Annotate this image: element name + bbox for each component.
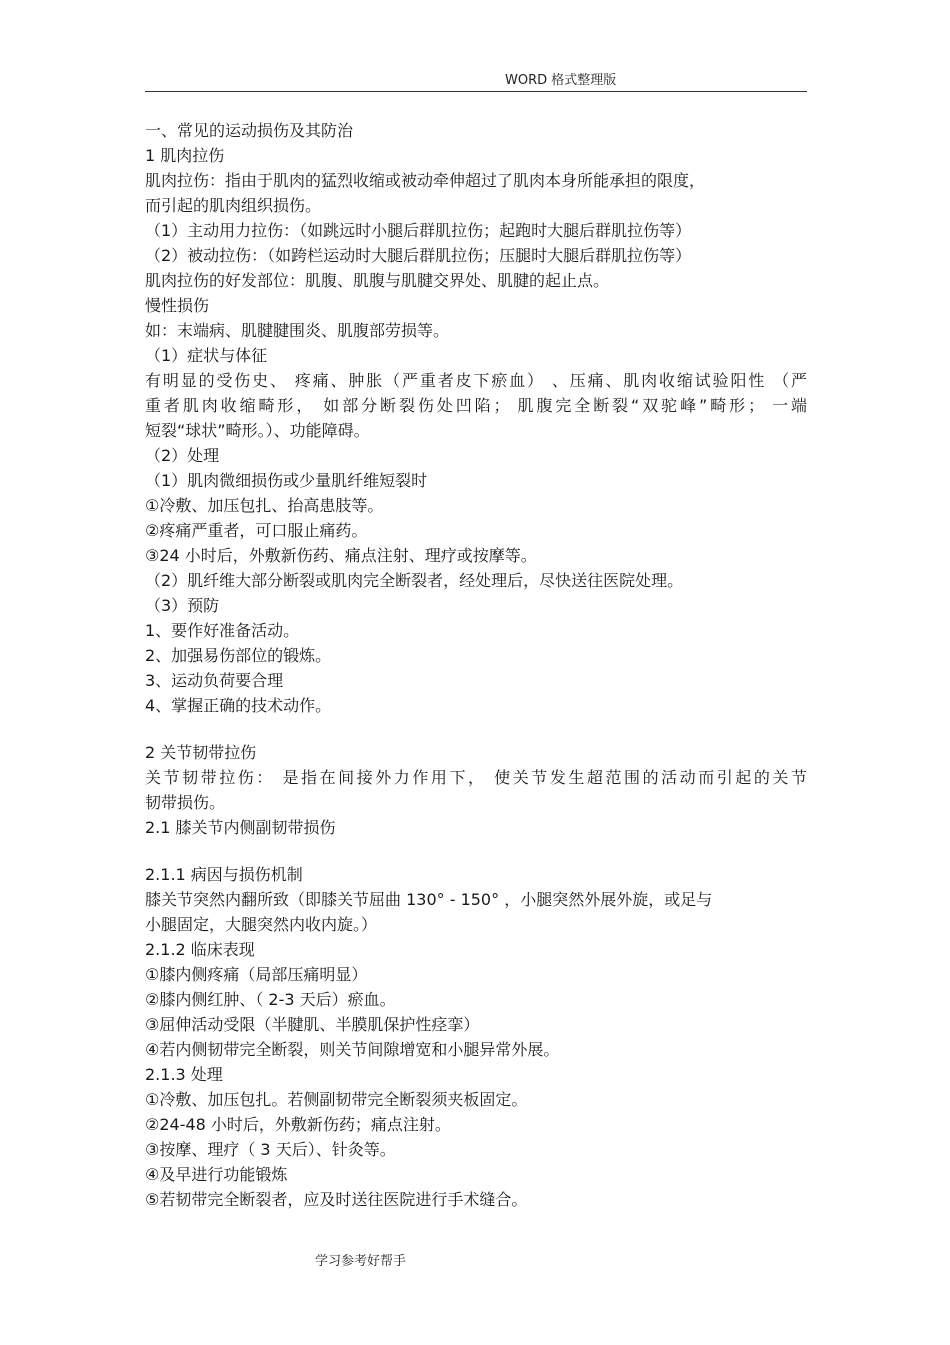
list-item: ⑤若韧带完全断裂者，应及时送往医院进行手术缝合。 [145, 1190, 528, 1209]
paragraph-line: 肌肉拉伤：指由于肌肉的猛烈收缩或被动牵伸超过了肌肉本身所能承担的限度， [145, 171, 706, 190]
paragraph-line: （2）肌纤维大部分断裂或肌肉完全断裂者，经处理后，尽快送往医院处理。 [145, 571, 684, 590]
list-item: ①膝内侧疼痛（局部压痛明显） [145, 965, 368, 984]
list-item: ②膝内侧红肿、（ 2-3 天后）瘀血。 [145, 990, 396, 1009]
paragraph-line: 肌肉拉伤的好发部位：肌腹、肌腹与肌腱交界处、肌腱的起止点。 [145, 271, 610, 290]
paragraph-line: 慢性损伤 [145, 296, 210, 315]
paragraph-line: 有明显的受伤史、 疼痛、肿胀（严重者皮下瘀血） 、压痛、肌肉收缩试验阳性 （严 [145, 371, 807, 390]
paragraph-line: （1）肌肉微细损伤或少量肌纤维短裂时 [145, 471, 428, 490]
list-item: ③24 小时后，外敷新伤药、痛点注射、理疗或按摩等。 [145, 546, 537, 565]
page-footer: 学习参考好帮手 [315, 1254, 407, 1269]
paragraph-line: （2）被动拉伤：（如跨栏运动时大腿后群肌拉伤；压腿时大腿后群肌拉伤等） [145, 246, 692, 265]
section-title: 一、常见的运动损伤及其防治 [145, 121, 354, 140]
list-item: ④及早进行功能锻炼 [145, 1165, 288, 1184]
paragraph-line: （3）预防 [145, 596, 220, 615]
list-item: ①冷敷、加压包扎、抬高患肢等。 [145, 496, 384, 515]
list-item: ④若内侧韧带完全断裂，则关节间隙增宽和小腿异常外展。 [145, 1040, 560, 1059]
list-item: ②24-48 小时后，外敷新伤药；痛点注射。 [145, 1115, 451, 1134]
paragraph-line: 而引起的肌肉组织损伤。 [145, 196, 322, 215]
page-header: WORD 格式整理版 [505, 73, 617, 88]
subsection-title: 1 肌肉拉伤 [145, 146, 225, 165]
list-item: ③按摩、理疗（ 3 天后）、针灸等。 [145, 1140, 396, 1159]
paragraph-line: 如：末端病、肌腱腱围炎、肌腹部劳损等。 [145, 321, 450, 340]
blank-line [145, 840, 807, 862]
list-item: 4、掌握正确的技术动作。 [145, 696, 332, 715]
paragraph-line: 重者肌肉收缩畸形， 如部分断裂伤处凹陷； 肌腹完全断裂“双驼峰”畸形； 一端 [145, 396, 807, 415]
subsection-title: 2.1.1 病因与损伤机制 [145, 865, 303, 884]
document-body [145, 118, 807, 1212]
paragraph-line: （1）症状与体征 [145, 346, 268, 365]
subsection-title: 2 关节韧带拉伤 [145, 743, 257, 762]
list-item: 2、加强易伤部位的锻炼。 [145, 646, 332, 665]
paragraph-line: 短裂“球状”畸形。）、功能障碍。 [145, 421, 370, 440]
list-item: ③屈伸活动受限（半腱肌、半膜肌保护性痉挛） [145, 1015, 480, 1034]
subsection-title: 2.1.3 处理 [145, 1065, 223, 1084]
list-item: 1、要作好准备活动。 [145, 621, 300, 640]
blank-line [145, 718, 807, 740]
paragraph-line: 韧带损伤。 [145, 793, 226, 812]
paragraph-line: （2）处理 [145, 446, 220, 465]
paragraph-line: 膝关节突然内翻所致（即膝关节屈曲 130° - 150° ，小腿突然外展外旋，或足与 [145, 890, 713, 909]
list-item: ②疼痛严重者，可口服止痛药。 [145, 521, 368, 540]
paragraph-line: （1）主动用力拉伤：（如跳远时小腿后群肌拉伤；起跑时大腿后群肌拉伤等） [145, 221, 692, 240]
subsection-title: 2.1 膝关节内侧副韧带损伤 [145, 818, 336, 837]
paragraph-line: 小腿固定，大腿突然内收内旋。） [145, 915, 378, 934]
header-divider [145, 91, 807, 92]
paragraph-line: 关节韧带拉伤： 是指在间接外力作用下， 使关节发生超范围的活动而引起的关节 [145, 768, 807, 787]
list-item: ①冷敷、加压包扎。若侧副韧带完全断裂须夹板固定。 [145, 1090, 528, 1109]
list-item: 3、运动负荷要合理 [145, 671, 284, 690]
subsection-title: 2.1.2 临床表现 [145, 940, 255, 959]
